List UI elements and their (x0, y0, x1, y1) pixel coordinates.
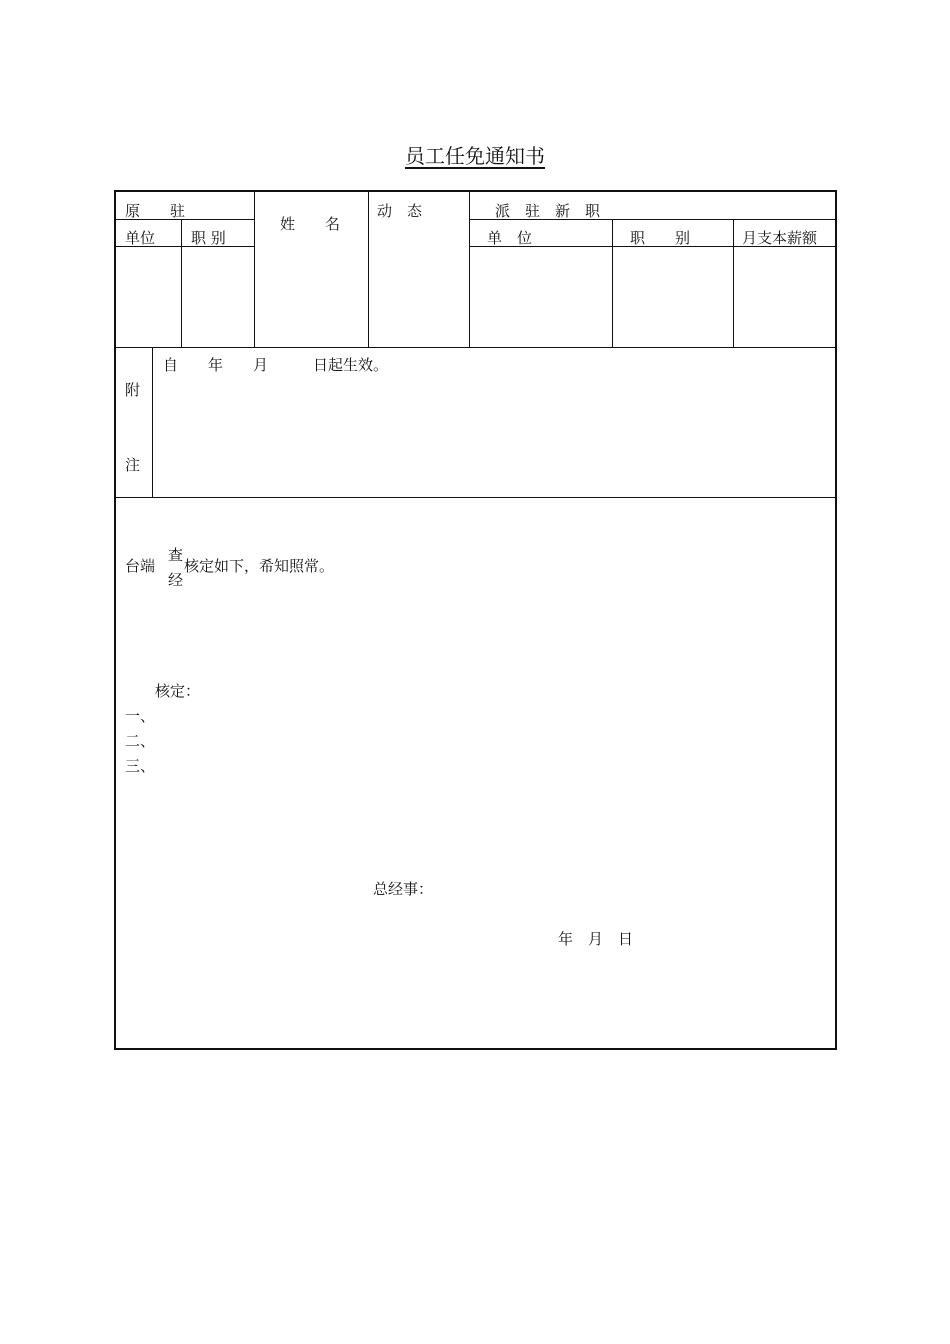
stacked-char-top: 查 (168, 546, 184, 564)
new-unit-header: 单 位 (487, 229, 533, 247)
new-post-header: 派 驻 新 职 (495, 202, 601, 220)
form-table (114, 190, 837, 1050)
signature-date: 年 月 日 (558, 930, 634, 948)
monthly-salary-header: 月支本薪额 (742, 229, 818, 247)
position-header: 职 别 (191, 229, 226, 247)
remarks-label-top: 附 (125, 381, 141, 399)
divider (469, 192, 470, 347)
divider (181, 219, 182, 347)
remarks-label-bottom: 注 (125, 456, 141, 474)
addressee-prefix: 台端 (125, 557, 156, 575)
stacked-char-bottom: 经 (168, 571, 184, 589)
approval-text: 核定如下，希知照常。 (184, 557, 335, 575)
new-position-header: 职 别 (630, 229, 691, 247)
document-title: 员工任免通知书 (405, 144, 545, 168)
divider (612, 219, 613, 347)
list-item-2: 二、 (125, 732, 156, 750)
divider (254, 192, 255, 347)
change-header: 动 态 (377, 202, 423, 220)
divider (733, 219, 734, 347)
approved-label: 核定： (155, 682, 201, 700)
name-header: 姓 名 (280, 215, 341, 233)
divider (152, 347, 153, 497)
general-manager-label: 总经事： (373, 880, 434, 898)
list-item-3: 三、 (125, 757, 156, 775)
original-post-header: 原 驻 (125, 202, 186, 220)
unit-header: 单位 (125, 229, 156, 247)
divider (368, 192, 369, 347)
effective-date-text: 自 年 月 日起生效。 (163, 356, 389, 374)
divider (116, 497, 835, 498)
list-item-1: 一、 (125, 707, 156, 725)
divider (116, 347, 835, 348)
